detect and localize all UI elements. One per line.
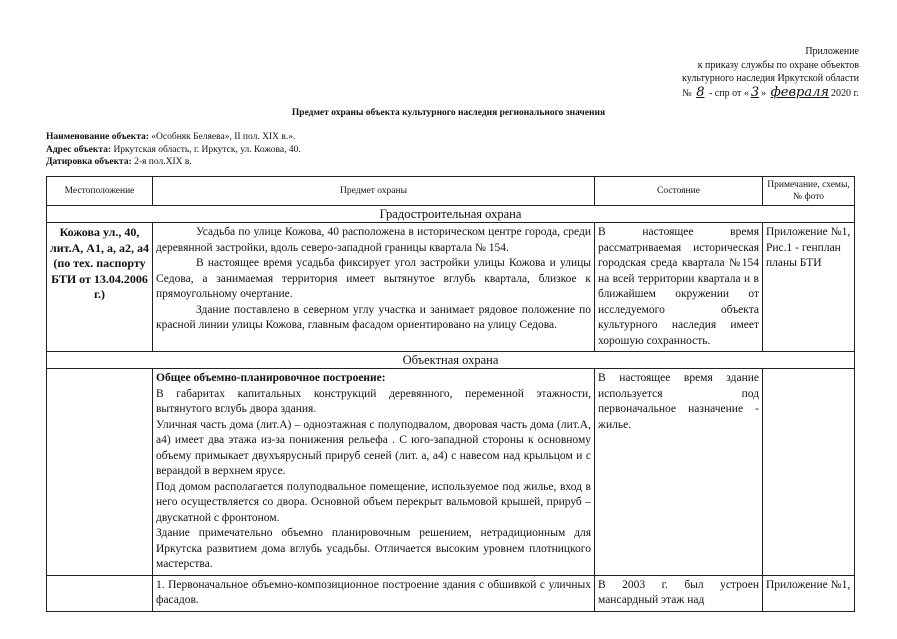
section-row (47, 352, 855, 369)
table-row (47, 369, 855, 576)
document-title: Предмет охраны объекта культурного наследия регионального значения (291, 108, 606, 118)
appendix-order-line (682, 86, 859, 101)
object-date-line (46, 156, 301, 169)
row2-p4: Здание примечательно объемно планировочным решением, нетрадиционным для Иркутска развитием дома вглубь усадьбы. Отличается высоким уровнем плотницкого мастерства. (156, 527, 591, 570)
object-address-line (46, 144, 301, 157)
order-close-quote: » (761, 87, 767, 99)
row1-subject-p2: В настоящее время усадьба фиксирует угол застройки улицы Кожова и улицы Седова, а занимаемая территория имеет вытянутое вглубь квартала, близкое к прямоугольному очертание. (156, 257, 591, 300)
appendix-line-3: культурного наследия Иркутской области (682, 73, 859, 84)
object-info (46, 131, 301, 169)
protection-table (46, 176, 855, 612)
table-row (47, 575, 855, 611)
row3-location (47, 575, 153, 611)
row2-heading: Общее объемно-планировочное построение: (156, 372, 386, 384)
object-date-label: Датировка объекта: (46, 157, 132, 167)
header-location: Местоположение (47, 177, 153, 206)
row1-state: В настоящее время рассматриваемая историческая городская среда квартала №154 на всей территории квартала и в ближайшем окружении от исследуемого объекта культурного наследия имеет хорошую сохранность. (595, 223, 763, 352)
appendix-line-1: Приложение (805, 46, 859, 57)
row2-p1: В габаритах капитальных конструкций деревянного, переменной этажности, вытянутого вглубь двора здания. (156, 387, 591, 415)
row1-note: Приложение №1, Рис.1 - генплан планы БТИ (763, 223, 855, 352)
row3-state: В 2003 г. был устроен мансардный этаж над (595, 575, 763, 611)
row2-state: В настоящее время здание используется под первоначальное назначение - жилье. (595, 369, 763, 576)
order-num-prefix: № (682, 87, 692, 99)
row1-subject (153, 223, 595, 352)
object-name-label: Наименование объекта: (46, 132, 149, 142)
object-name-value: «Особняк Беляева», II пол. XIX в.». (148, 132, 296, 142)
header-state: Состояние (595, 177, 763, 206)
order-day: 3 (750, 84, 760, 100)
table-row (47, 223, 855, 352)
header-note: Примечание, схемы, № фото (763, 177, 855, 206)
object-name-line (46, 131, 301, 144)
section-row (47, 206, 855, 223)
row2-location (47, 369, 153, 576)
section-urban: Градостроительная охрана (47, 206, 855, 223)
row1-location: Кожова ул., 40, лит.А, А1, а, а2, а4 (по тех. паспорту БТИ от 13.04.2006 г.) (47, 223, 153, 352)
row2-note (763, 369, 855, 576)
appendix-line-2: к приказу службы по охране объектов (697, 59, 859, 71)
order-mid: - спр от « (708, 87, 749, 99)
row2-p3: Под домом располагается полуподвальное помещение, используемое под жилье, вход в него осуществляется со двора. Основной объем перекрыт вальмовой крышей, прируб – двускатной с фронтоном. (156, 480, 591, 524)
row2-p2: Уличная часть дома (лит.А) – одноэтажная с полуподвалом, дворовая часть дома (лит.А, а4) имеет два этажа из-за понижения рельефа . С юго-западной стороны к основному объему примыкает двухъярусный прируб сеней (лит. а, а4) с навесом над крыльцом и с верандой в верхнем ярусе. (156, 418, 591, 477)
object-date-value: 2-я пол.XIX в. (131, 157, 192, 167)
appendix-header (682, 45, 859, 100)
order-year: 2020 г. (831, 87, 859, 99)
row1-subject-p1: Усадьба по улице Кожова, 40 расположена в историческом центре города, среди деревянной застройки, вдоль северо-западной границы квартала № 154. (156, 226, 591, 254)
header-subject: Предмет охраны (153, 177, 595, 206)
row2-subject (153, 369, 595, 576)
order-month: февраля (770, 84, 830, 100)
section-object: Объектная охрана (47, 352, 855, 369)
order-number: 8 (696, 84, 705, 100)
row1-subject-p3: Здание поставлено в северном углу участка и занимает рядовое положение по красной линии улицы Кожова, главным фасадом ориентировано на улицу Седова. (156, 303, 591, 331)
row3-subject: 1. Первоначальное объемно-композиционное построение здания с обшивкой с уличных фасадов. (153, 575, 595, 611)
row3-note: Приложение №1, (763, 575, 855, 611)
object-address-label: Адрес объекта: (46, 144, 112, 155)
object-address-value: Иркутская область, г. Иркутск, ул. Кожова, 40. (111, 144, 301, 155)
table-header-row (47, 177, 855, 206)
